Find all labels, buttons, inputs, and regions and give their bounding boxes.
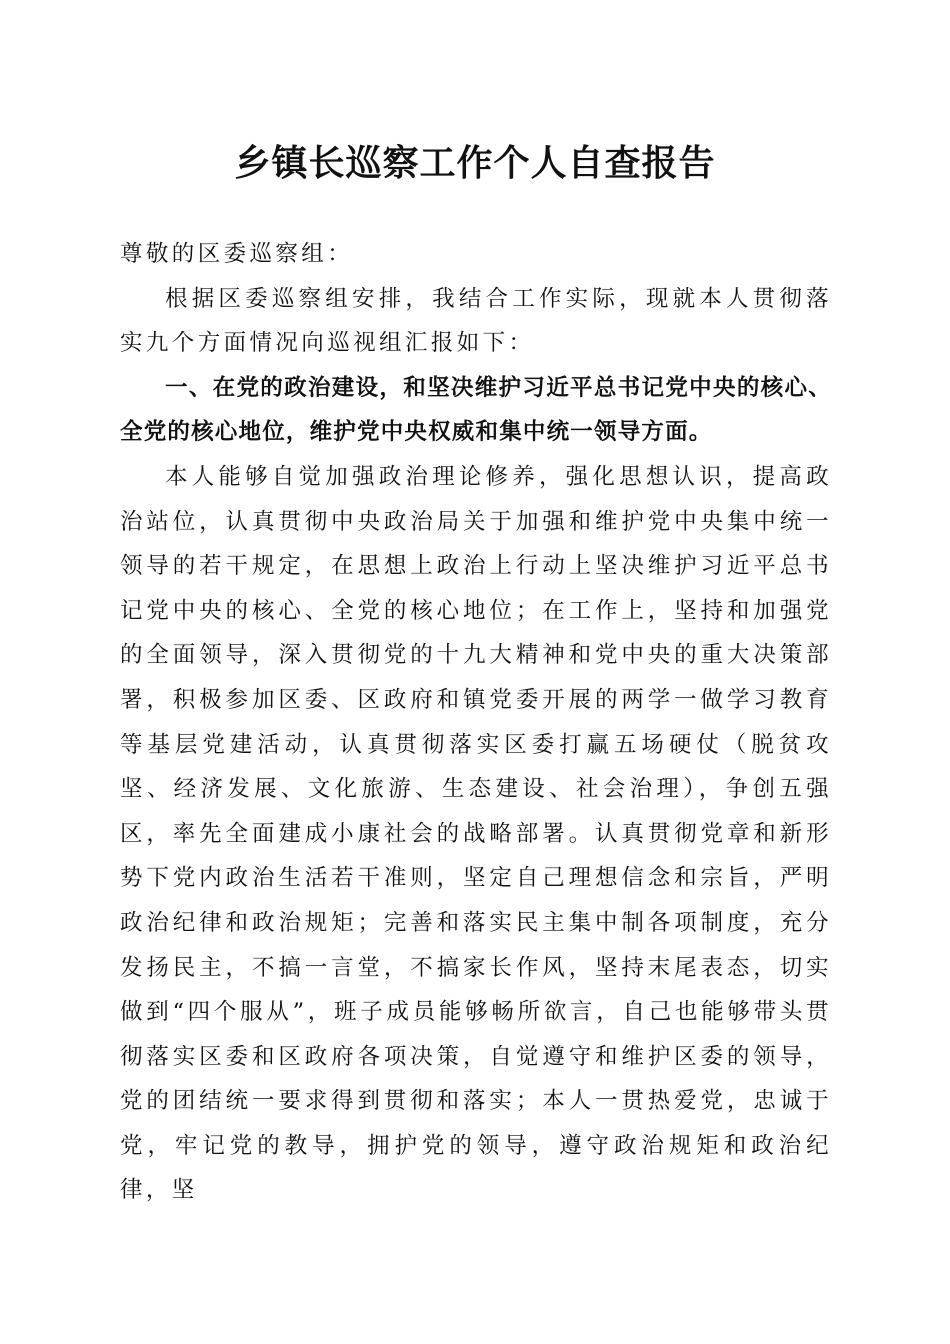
section-1-paragraph: 本人能够自觉加强政治理论修养，强化思想认识，提高政治站位，认真贯彻中央政治局关于加强和维护党中央集中统一领导的若干规定，在思想上政治上行动上坚决维护习近平总书记党中央的核心、全党的核心地位；在工作上，坚持和加强党的全面领导，深入贯彻党的十九大精神和党中央的重大决策部署，积极参加区委、区政府和镇党委开展的两学一做学习教育等基层党建活动，认真贯彻落实区委打赢五场硬仗（脱贫攻坚、经济发展、文化旅游、生态建设、社会治理），争创五强区，率先全面建成小康社会的战略部署。认真贯彻党章和新形势下党内政治生活若干准则，坚定自己理想信念和宗旨，严明政治纪律和政治规矩；完善和落实民主集中制各项制度，充分发扬民主，不搞一言堂，不搞家长作风，坚持末尾表态，切实做到“四个服从”，班子成员能够畅所欲言，自己也能够带头贯彻落实区委和区政府各项决策，自觉遵守和维护区委的领导，党的团结统一要求得到贯彻和落实；本人一贯热爱党，忠诚于党，牢记党的教导，拥护党的领导，遵守政治规矩和政治纪律，坚 xyxy=(120,463,832,1204)
intro-paragraph: 根据区委巡察组安排，我结合工作实际，现就本人贯彻落实九个方面情况向巡视组汇报如下： xyxy=(120,285,832,357)
document-body xyxy=(120,232,832,1213)
document-title: 乡镇长巡察工作个人自查报告 xyxy=(234,142,716,184)
section-1-heading: 一、在党的政治建设，和坚决维护习近平总书记党中央的核心、全党的核心地位，维护党中央权威和集中统一领导方面。 xyxy=(120,374,832,446)
salutation: 尊敬的区委巡察组： xyxy=(120,241,354,267)
